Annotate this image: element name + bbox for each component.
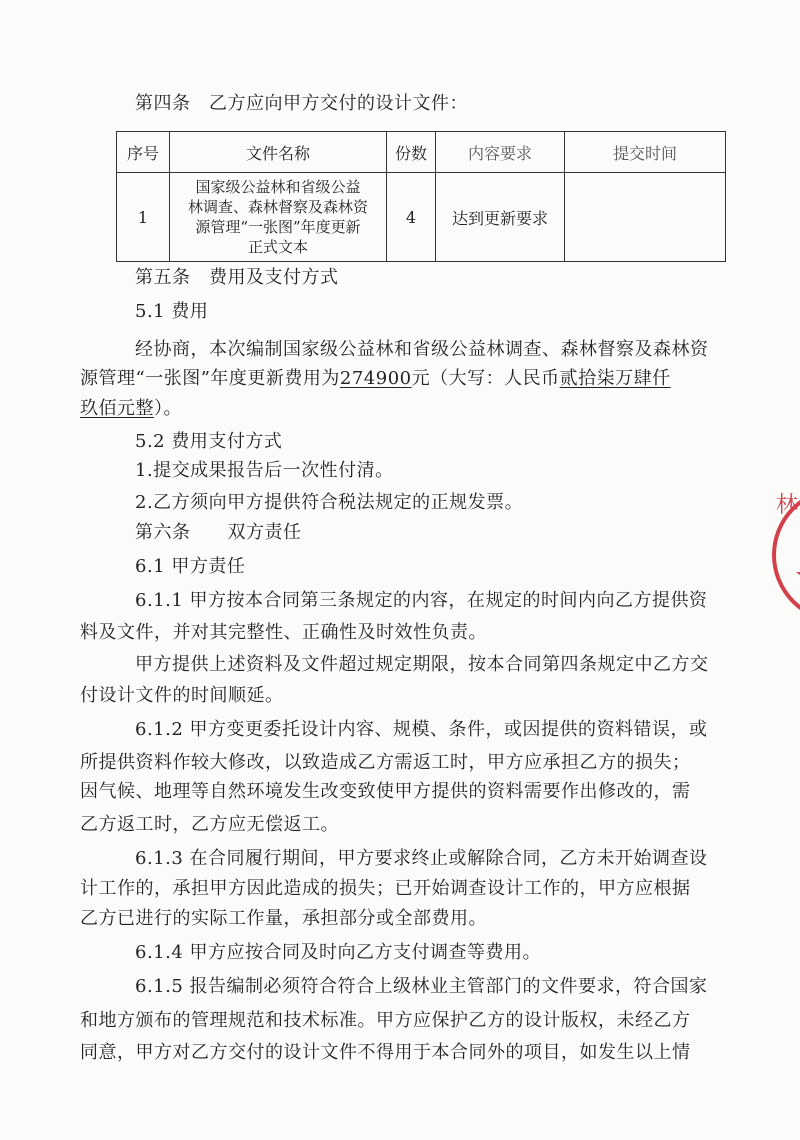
deliverables-table xyxy=(116,131,726,262)
clause-6-1-1b-line1: 甲方提供上述资料及文件超过规定期限，按本合同第四条规定中乙方交 xyxy=(135,654,709,675)
article4-heading: 第四条 乙方应向甲方交付的设计文件： xyxy=(135,93,468,114)
clause-6-1-1-line2: 料及文件，并对其完整性、正确性及时效性负责。 xyxy=(80,622,487,643)
fee-paragraph-line2 xyxy=(80,367,671,391)
payment-item-2: 2.乙方须向甲方提供符合税法规定的正规发票。 xyxy=(135,492,524,513)
clause-6-1-2-line4: 乙方返工时，乙方应无偿返工。 xyxy=(80,814,339,835)
file-name-line: 林调查、森林督察及森林资 xyxy=(187,198,368,216)
cell-requirement: 达到更新要求 xyxy=(436,173,565,262)
table-header-row xyxy=(117,132,726,173)
file-name-line: 源管理“一张图”年度更新 xyxy=(195,218,361,236)
section-5-1: 5.1 费用 xyxy=(135,301,209,322)
table-row xyxy=(117,173,726,262)
header-submit-time: 提交时间 xyxy=(565,132,726,173)
clause-6-1-1b-line2: 付设计文件的时间顺延。 xyxy=(80,685,284,706)
clause-6-1-5-line1: 6.1.5 报告编制必须符合符合上级林业主管部门的文件要求，符合国家 xyxy=(135,976,708,997)
fee-amount-uppercase: 贰拾柒万肆仟 xyxy=(559,368,671,389)
cell-no: 1 xyxy=(117,173,170,262)
payment-item-1: 1.提交成果报告后一次性付清。 xyxy=(135,460,394,481)
fee-text-end: ）。 xyxy=(154,398,182,419)
fee-amount-uppercase-cont: 玖佰元整 xyxy=(80,398,154,419)
file-name-line: 正式文本 xyxy=(247,238,308,256)
article5-heading: 第五条 费用及支付方式 xyxy=(135,267,339,288)
clause-6-1-5-line3: 同意，甲方对乙方交付的设计文件不得用于本合同外的项目，如发生以上情 xyxy=(80,1042,691,1063)
clause-6-1-3-line2: 计工作的，承担甲方因此造成的损失；已开始调查设计工作的，甲方应根据 xyxy=(80,878,691,899)
cell-submit-time xyxy=(565,173,726,262)
header-file-name: 文件名称 xyxy=(170,132,387,173)
clause-6-1-2-line2: 所提供资料作较大修改，以致造成乙方需返工时，甲方应承担乙方的损失； xyxy=(80,752,691,773)
clause-6-1-2-line1: 6.1.2 甲方变更委托设计内容、规模、条件，或因提供的资料错误，或 xyxy=(135,719,708,740)
fee-text: 源管理“一张图”年度更新费用为 xyxy=(80,368,340,389)
fee-paragraph-line1: 经协商，本次编制国家级公益林和省级公益林调查、森林督察及森林资 xyxy=(135,339,709,360)
clause-6-1-2-line3: 因气候、地理等自然环境发生改变致使甲方提供的资料需要作出修改的，需 xyxy=(80,781,691,802)
article6-heading: 第六条 双方责任 xyxy=(135,522,302,543)
section-5-2: 5.2 费用支付方式 xyxy=(135,431,283,452)
file-name-line: 国家级公益林和省级公益 xyxy=(195,178,361,196)
fee-paragraph-line3 xyxy=(80,397,182,421)
clause-6-1-4: 6.1.4 甲方应按合同及时向乙方支付调查等费用。 xyxy=(135,942,542,963)
header-requirement: 内容要求 xyxy=(436,132,565,173)
cell-file-name xyxy=(170,173,387,262)
clause-6-1-5-line2: 和地方颁布的管理规范和技术标准。甲方应保护乙方的设计版权，未经乙方 xyxy=(80,1010,691,1031)
cell-copies: 4 xyxy=(387,173,436,262)
clause-6-1-1-line1: 6.1.1 甲方按本合同第三条规定的内容，在规定的时间内向乙方提供资 xyxy=(135,590,708,611)
header-no: 序号 xyxy=(117,132,170,173)
section-6-1: 6.1 甲方责任 xyxy=(135,556,246,577)
clause-6-1-3-line1: 6.1.3 在合同履行期间，甲方要求终止或解除合同，乙方未开始调查设 xyxy=(135,848,708,869)
fee-text-mid: 元（大写：人民币 xyxy=(411,368,560,389)
fee-amount: 274900 xyxy=(339,368,412,389)
seal-text: 林 xyxy=(775,493,798,518)
clause-6-1-3-line3: 乙方已进行的实际工作量，承担部分或全部费用。 xyxy=(80,908,487,929)
header-copies: 份数 xyxy=(387,132,436,173)
